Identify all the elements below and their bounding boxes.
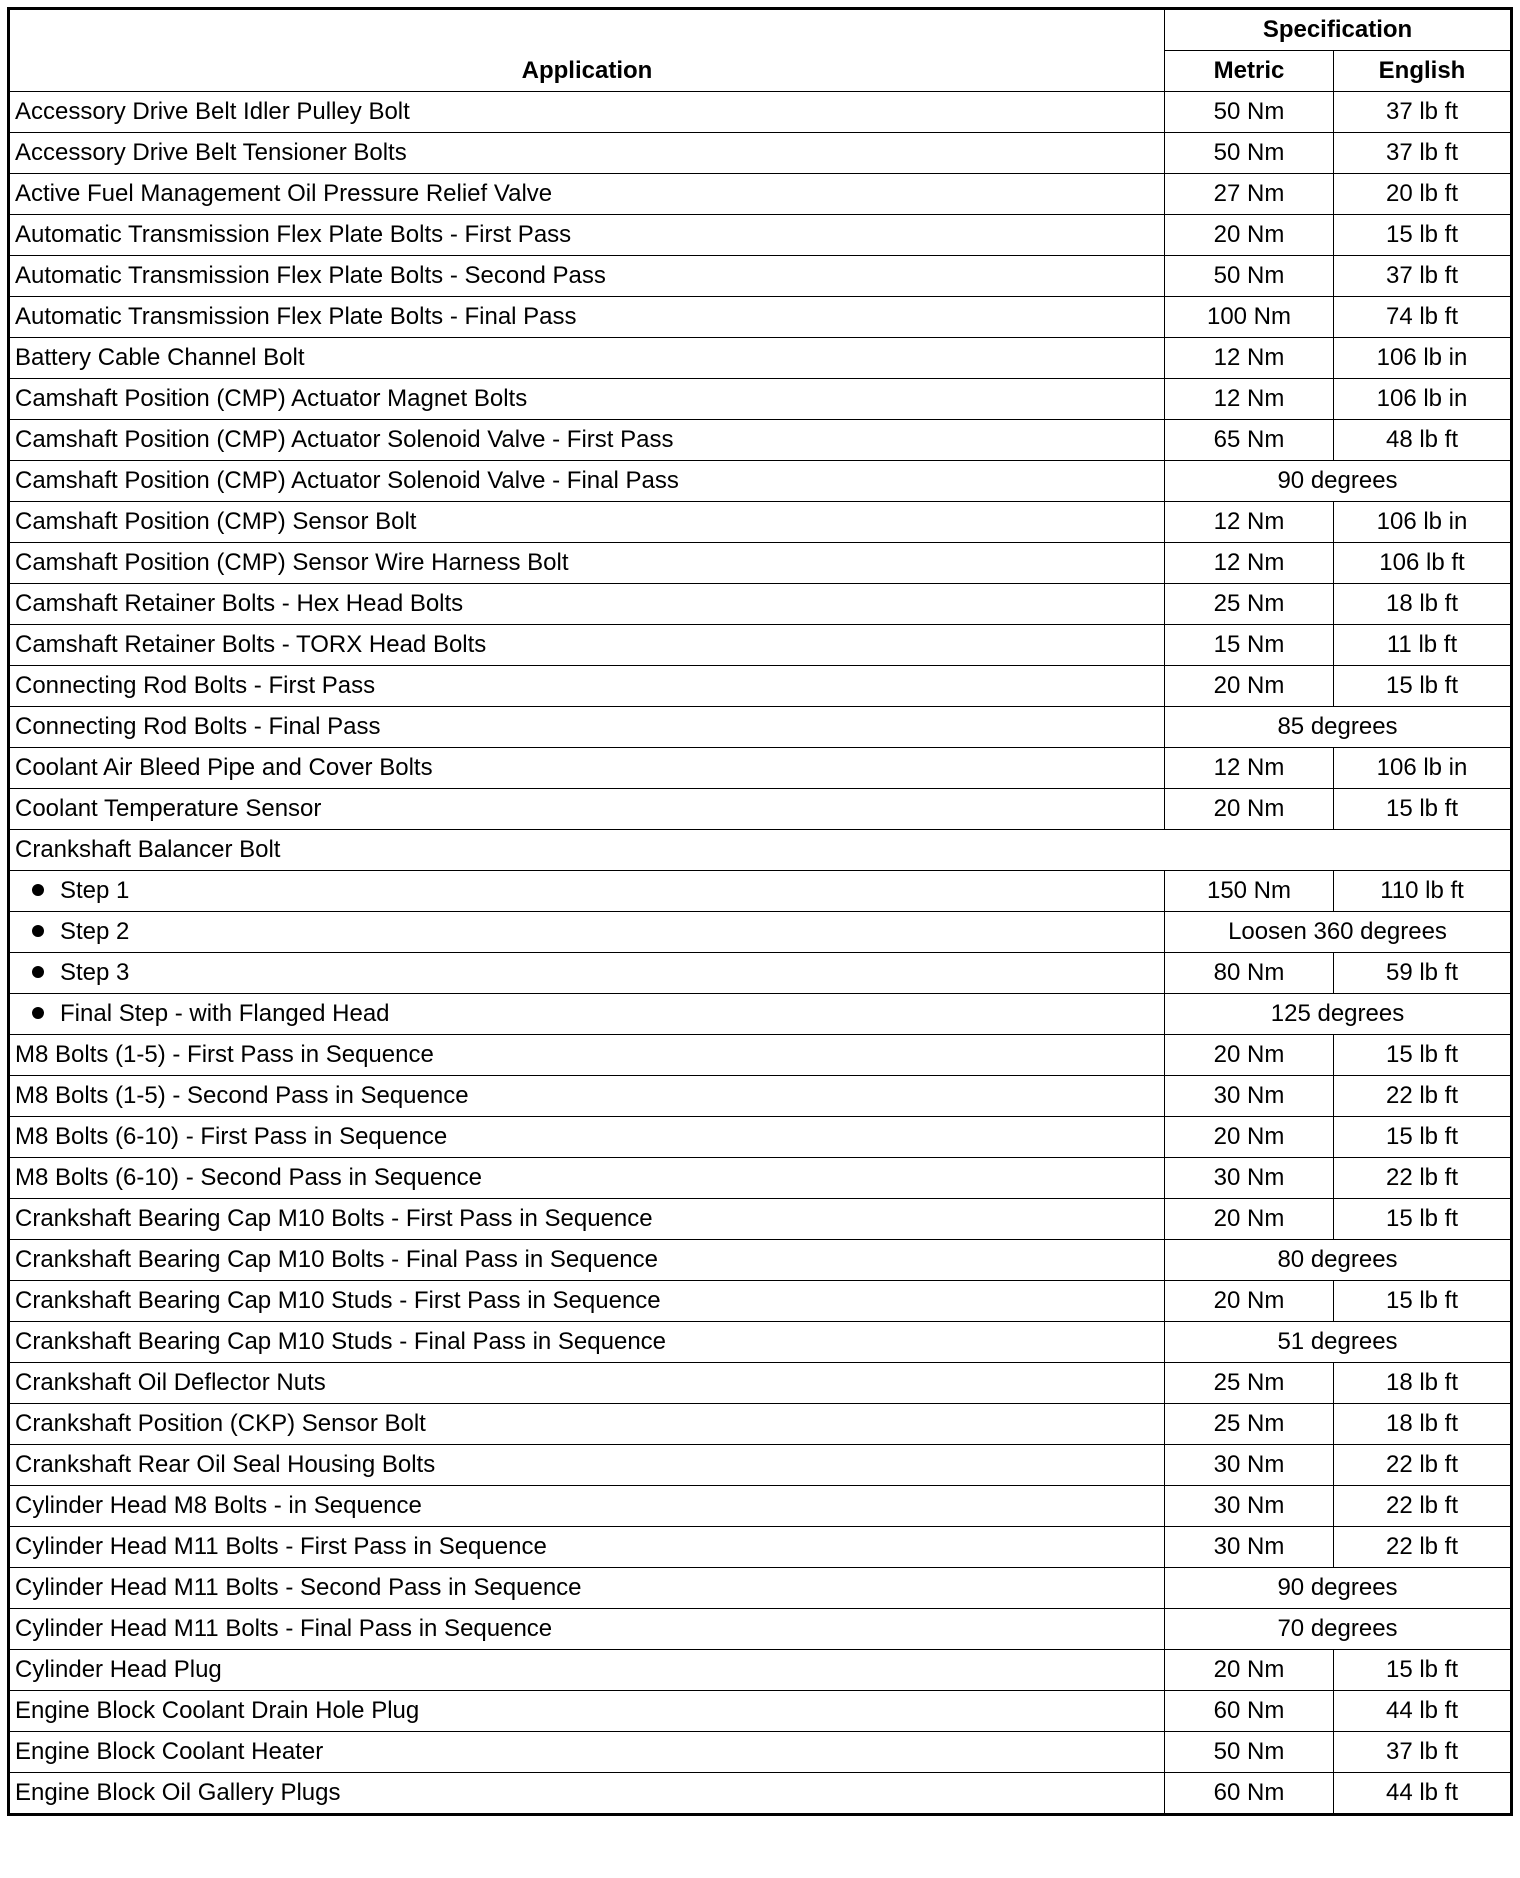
application-text: Final Step - with Flanged Head xyxy=(60,1000,390,1027)
table-row xyxy=(9,1281,1512,1322)
table-row xyxy=(9,912,1512,953)
spec-value-cell: 90 degrees xyxy=(1165,1568,1512,1609)
bullet-icon xyxy=(32,884,44,896)
english-value-cell: 106 lb ft xyxy=(1334,543,1512,584)
table-row xyxy=(9,1568,1512,1609)
application-cell xyxy=(9,1486,1165,1527)
application-text: Crankshaft Bearing Cap M10 Studs - Final Pass in Sequence xyxy=(15,1328,667,1355)
english-value-cell: 22 lb ft xyxy=(1334,1527,1512,1568)
application-text: Crankshaft Oil Deflector Nuts xyxy=(15,1369,326,1396)
application-text: Engine Block Coolant Drain Hole Plug xyxy=(15,1697,420,1724)
application-cell xyxy=(9,1035,1165,1076)
english-value-cell: 15 lb ft xyxy=(1334,1281,1512,1322)
metric-value-cell: 65 Nm xyxy=(1165,420,1334,461)
application-cell xyxy=(9,379,1165,420)
table-row xyxy=(9,297,1512,338)
application-text: Connecting Rod Bolts - First Pass xyxy=(15,672,376,699)
table-row xyxy=(9,1609,1512,1650)
english-value-cell: 22 lb ft xyxy=(1334,1076,1512,1117)
english-value-cell: 15 lb ft xyxy=(1334,215,1512,256)
english-value-cell: 59 lb ft xyxy=(1334,953,1512,994)
application-cell xyxy=(9,1199,1165,1240)
application-cell xyxy=(9,1691,1165,1732)
application-cell xyxy=(9,1363,1165,1404)
english-value-cell: 11 lb ft xyxy=(1334,625,1512,666)
metric-value-cell: 20 Nm xyxy=(1165,1035,1334,1076)
application-cell xyxy=(9,789,1165,830)
application-text: Automatic Transmission Flex Plate Bolts - First Pass xyxy=(15,221,572,248)
table-row xyxy=(9,1363,1512,1404)
english-value-cell: 74 lb ft xyxy=(1334,297,1512,338)
application-cell xyxy=(9,1568,1165,1609)
application-cell xyxy=(9,502,1165,543)
application-text: Crankshaft Bearing Cap M10 Studs - First Pass in Sequence xyxy=(15,1287,661,1314)
english-value-cell: 106 lb in xyxy=(1334,379,1512,420)
application-text: Camshaft Position (CMP) Actuator Solenoid Valve - First Pass xyxy=(15,426,674,453)
table-row xyxy=(9,1240,1512,1281)
table-row xyxy=(9,1199,1512,1240)
application-text: Crankshaft Bearing Cap M10 Bolts - Final Pass in Sequence xyxy=(15,1246,658,1273)
application-cell xyxy=(9,748,1165,789)
metric-value-cell: 60 Nm xyxy=(1165,1773,1334,1815)
metric-value-cell: 12 Nm xyxy=(1165,543,1334,584)
application-text: Step 1 xyxy=(60,877,130,904)
application-text: Crankshaft Bearing Cap M10 Bolts - First Pass in Sequence xyxy=(15,1205,653,1232)
application-cell xyxy=(9,1773,1165,1815)
application-text: M8 Bolts (6-10) - Second Pass in Sequence xyxy=(15,1164,482,1191)
application-cell xyxy=(9,461,1165,502)
application-text: Crankshaft Position (CKP) Sensor Bolt xyxy=(15,1410,426,1437)
table-row xyxy=(9,1076,1512,1117)
application-text: Battery Cable Channel Bolt xyxy=(15,344,305,371)
metric-value-cell: 50 Nm xyxy=(1165,92,1334,133)
application-text: Engine Block Coolant Heater xyxy=(15,1738,324,1765)
table-row xyxy=(9,133,1512,174)
metric-value-cell: 60 Nm xyxy=(1165,1691,1334,1732)
application-cell xyxy=(9,1158,1165,1199)
application-cell xyxy=(9,1445,1165,1486)
table-row xyxy=(9,420,1512,461)
metric-value-cell: 150 Nm xyxy=(1165,871,1334,912)
application-text: Crankshaft Rear Oil Seal Housing Bolts xyxy=(15,1451,436,1478)
application-text: Accessory Drive Belt Tensioner Bolts xyxy=(15,139,407,166)
spec-value-cell: Loosen 360 degrees xyxy=(1165,912,1512,953)
english-value-cell: 18 lb ft xyxy=(1334,584,1512,625)
metric-value-cell: 30 Nm xyxy=(1165,1445,1334,1486)
english-value-cell: 48 lb ft xyxy=(1334,420,1512,461)
english-value-cell: 15 lb ft xyxy=(1334,1117,1512,1158)
specification-header: Specification xyxy=(1165,9,1512,51)
application-text: Step 3 xyxy=(60,959,130,986)
table-row xyxy=(9,1158,1512,1199)
application-text: Engine Block Oil Gallery Plugs xyxy=(15,1779,341,1806)
spec-value-cell: 85 degrees xyxy=(1165,707,1512,748)
english-value-cell: 15 lb ft xyxy=(1334,789,1512,830)
metric-value-cell: 12 Nm xyxy=(1165,338,1334,379)
application-cell xyxy=(9,92,1165,133)
application-text: Camshaft Retainer Bolts - Hex Head Bolts xyxy=(15,590,464,617)
english-value-cell: 22 lb ft xyxy=(1334,1445,1512,1486)
table-row xyxy=(9,215,1512,256)
english-value-cell: 37 lb ft xyxy=(1334,256,1512,297)
application-text: Connecting Rod Bolts - Final Pass xyxy=(15,713,381,740)
metric-header: Metric xyxy=(1165,51,1334,92)
table-header xyxy=(9,9,1512,92)
metric-value-cell: 80 Nm xyxy=(1165,953,1334,994)
application-cell xyxy=(9,1650,1165,1691)
bullet-icon xyxy=(32,1007,44,1019)
english-value-cell: 22 lb ft xyxy=(1334,1158,1512,1199)
metric-value-cell: 30 Nm xyxy=(1165,1486,1334,1527)
metric-value-cell: 25 Nm xyxy=(1165,1404,1334,1445)
bullet-icon xyxy=(32,966,44,978)
application-text: Camshaft Position (CMP) Sensor Bolt xyxy=(15,508,417,535)
metric-value-cell: 12 Nm xyxy=(1165,502,1334,543)
application-text: Coolant Air Bleed Pipe and Cover Bolts xyxy=(15,754,433,781)
application-cell xyxy=(9,1527,1165,1568)
english-value-cell: 22 lb ft xyxy=(1334,1486,1512,1527)
metric-value-cell: 25 Nm xyxy=(1165,584,1334,625)
application-cell xyxy=(9,584,1165,625)
table-row xyxy=(9,830,1512,871)
english-value-cell: 44 lb ft xyxy=(1334,1773,1512,1815)
application-cell xyxy=(9,174,1165,215)
english-value-cell: 106 lb in xyxy=(1334,502,1512,543)
application-text: Camshaft Position (CMP) Actuator Magnet Bolts xyxy=(15,385,528,412)
metric-value-cell: 100 Nm xyxy=(1165,297,1334,338)
english-value-cell: 37 lb ft xyxy=(1334,1732,1512,1773)
table-row xyxy=(9,1445,1512,1486)
table-row xyxy=(9,1691,1512,1732)
metric-value-cell: 25 Nm xyxy=(1165,1363,1334,1404)
metric-value-cell: 30 Nm xyxy=(1165,1076,1334,1117)
english-value-cell: 37 lb ft xyxy=(1334,92,1512,133)
table-row xyxy=(9,1650,1512,1691)
application-cell xyxy=(9,297,1165,338)
table-row xyxy=(9,338,1512,379)
application-text: Camshaft Retainer Bolts - TORX Head Bolts xyxy=(15,631,487,658)
metric-value-cell: 30 Nm xyxy=(1165,1527,1334,1568)
application-cell xyxy=(9,1609,1165,1650)
application-text: Cylinder Head M11 Bolts - Final Pass in Sequence xyxy=(15,1615,553,1642)
english-value-cell: 15 lb ft xyxy=(1334,1035,1512,1076)
english-value-cell: 37 lb ft xyxy=(1334,133,1512,174)
spec-value-cell: 125 degrees xyxy=(1165,994,1512,1035)
table-row xyxy=(9,1404,1512,1445)
metric-value-cell: 20 Nm xyxy=(1165,1281,1334,1322)
application-cell xyxy=(9,543,1165,584)
application-cell xyxy=(9,1076,1165,1117)
table-row xyxy=(9,1117,1512,1158)
application-cell xyxy=(9,912,1165,953)
application-cell xyxy=(9,1281,1165,1322)
torque-spec-table xyxy=(7,7,1513,1816)
metric-value-cell: 50 Nm xyxy=(1165,133,1334,174)
metric-value-cell: 20 Nm xyxy=(1165,1117,1334,1158)
application-cell xyxy=(9,1404,1165,1445)
application-cell xyxy=(9,215,1165,256)
application-header: Application xyxy=(9,9,1165,92)
spec-value-cell: 51 degrees xyxy=(1165,1322,1512,1363)
application-cell xyxy=(9,1322,1165,1363)
application-cell xyxy=(9,666,1165,707)
application-text: Crankshaft Balancer Bolt xyxy=(15,836,281,863)
table-row xyxy=(9,1486,1512,1527)
table-row xyxy=(9,256,1512,297)
application-text: Active Fuel Management Oil Pressure Relief Valve xyxy=(15,180,553,207)
table-row xyxy=(9,543,1512,584)
application-text: Automatic Transmission Flex Plate Bolts - Second Pass xyxy=(15,262,606,289)
header-row-top xyxy=(9,9,1512,51)
metric-value-cell: 15 Nm xyxy=(1165,625,1334,666)
application-cell xyxy=(9,994,1165,1035)
application-cell xyxy=(9,1240,1165,1281)
application-cell xyxy=(9,256,1165,297)
metric-value-cell: 20 Nm xyxy=(1165,789,1334,830)
table-row xyxy=(9,789,1512,830)
spec-value-cell: 70 degrees xyxy=(1165,1609,1512,1650)
english-value-cell: 20 lb ft xyxy=(1334,174,1512,215)
english-value-cell: 18 lb ft xyxy=(1334,1363,1512,1404)
english-value-cell: 110 lb ft xyxy=(1334,871,1512,912)
english-value-cell: 15 lb ft xyxy=(1334,666,1512,707)
table-row xyxy=(9,461,1512,502)
metric-value-cell: 50 Nm xyxy=(1165,256,1334,297)
metric-value-cell: 20 Nm xyxy=(1165,666,1334,707)
english-header: English xyxy=(1334,51,1512,92)
table-row xyxy=(9,1773,1512,1815)
application-text: Coolant Temperature Sensor xyxy=(15,795,322,822)
application-text: Cylinder Head Plug xyxy=(15,1656,222,1683)
table-row xyxy=(9,502,1512,543)
application-text: Camshaft Position (CMP) Actuator Solenoid Valve - Final Pass xyxy=(15,467,679,494)
application-text: Accessory Drive Belt Idler Pulley Bolt xyxy=(15,98,410,125)
metric-value-cell: 50 Nm xyxy=(1165,1732,1334,1773)
table-row xyxy=(9,625,1512,666)
application-cell xyxy=(9,707,1165,748)
table-row xyxy=(9,1527,1512,1568)
english-value-cell: 15 lb ft xyxy=(1334,1199,1512,1240)
english-value-cell: 18 lb ft xyxy=(1334,1404,1512,1445)
application-cell xyxy=(9,830,1512,871)
application-text: Cylinder Head M11 Bolts - Second Pass in Sequence xyxy=(15,1574,582,1601)
application-cell xyxy=(9,338,1165,379)
metric-value-cell: 12 Nm xyxy=(1165,748,1334,789)
application-text: Automatic Transmission Flex Plate Bolts - Final Pass xyxy=(15,303,577,330)
table-row xyxy=(9,1732,1512,1773)
table-row xyxy=(9,953,1512,994)
english-value-cell: 106 lb in xyxy=(1334,338,1512,379)
table-row xyxy=(9,379,1512,420)
metric-value-cell: 27 Nm xyxy=(1165,174,1334,215)
application-cell xyxy=(9,133,1165,174)
application-cell xyxy=(9,625,1165,666)
application-cell xyxy=(9,953,1165,994)
application-cell xyxy=(9,1732,1165,1773)
table-row xyxy=(9,584,1512,625)
table-row xyxy=(9,707,1512,748)
english-value-cell: 106 lb in xyxy=(1334,748,1512,789)
metric-value-cell: 20 Nm xyxy=(1165,215,1334,256)
application-text: M8 Bolts (1-5) - First Pass in Sequence xyxy=(15,1041,434,1068)
table-body xyxy=(9,92,1512,1815)
metric-value-cell: 20 Nm xyxy=(1165,1199,1334,1240)
table-row xyxy=(9,1322,1512,1363)
application-text: Cylinder Head M8 Bolts - in Sequence xyxy=(15,1492,422,1519)
application-cell xyxy=(9,420,1165,461)
application-text: Camshaft Position (CMP) Sensor Wire Harness Bolt xyxy=(15,549,569,576)
english-value-cell: 44 lb ft xyxy=(1334,1691,1512,1732)
english-value-cell: 15 lb ft xyxy=(1334,1650,1512,1691)
application-text: M8 Bolts (1-5) - Second Pass in Sequence xyxy=(15,1082,469,1109)
metric-value-cell: 20 Nm xyxy=(1165,1650,1334,1691)
application-cell xyxy=(9,871,1165,912)
table-row xyxy=(9,994,1512,1035)
spec-value-cell: 90 degrees xyxy=(1165,461,1512,502)
metric-value-cell: 30 Nm xyxy=(1165,1158,1334,1199)
application-text: M8 Bolts (6-10) - First Pass in Sequence xyxy=(15,1123,448,1150)
metric-value-cell: 12 Nm xyxy=(1165,379,1334,420)
table-row xyxy=(9,1035,1512,1076)
application-text: Step 2 xyxy=(60,918,130,945)
table-row xyxy=(9,748,1512,789)
bullet-icon xyxy=(32,925,44,937)
table-row xyxy=(9,92,1512,133)
application-text: Cylinder Head M11 Bolts - First Pass in Sequence xyxy=(15,1533,547,1560)
table-row xyxy=(9,666,1512,707)
table-row xyxy=(9,174,1512,215)
table-row xyxy=(9,871,1512,912)
spec-value-cell: 80 degrees xyxy=(1165,1240,1512,1281)
application-cell xyxy=(9,1117,1165,1158)
